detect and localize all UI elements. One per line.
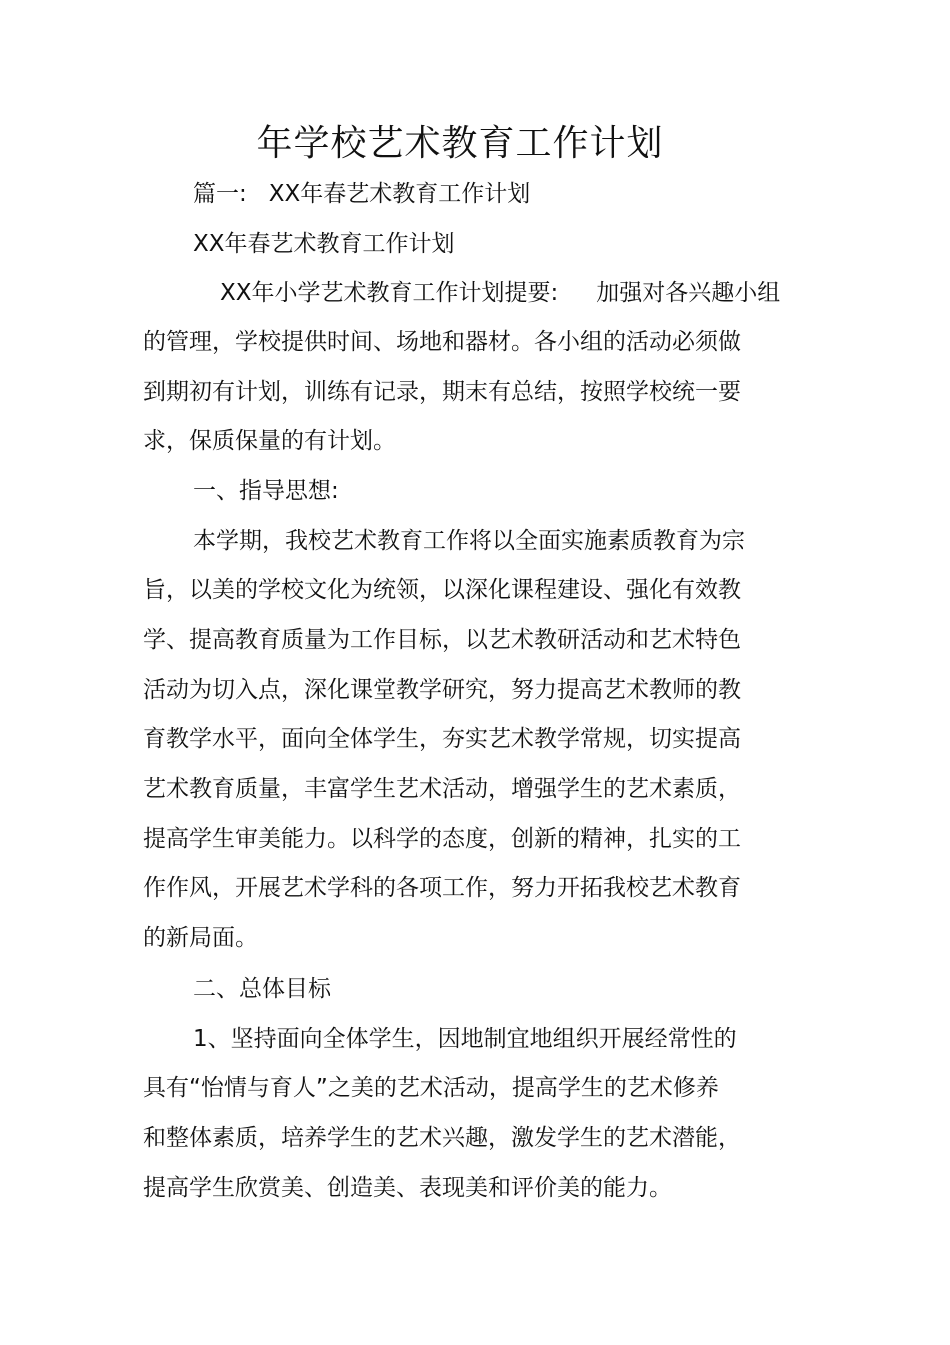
section-2-heading: 二、总体目标	[193, 976, 331, 1002]
document-title: 年学校艺术教育工作计划	[256, 123, 664, 164]
section-1-line: 本学期，我校艺术教育工作将以全面实施素质教育为宗	[193, 528, 745, 554]
summary-first-line	[220, 277, 780, 309]
section-1-line: 作作风，开展艺术学科的各项工作，努力开拓我校艺术教育	[143, 875, 741, 901]
section-2-line: 1、坚持面向全体学生，因地制宜地组织开展经常性的	[193, 1026, 737, 1052]
section-1-line: 活动为切入点，深化课堂教学研究，努力提高艺术教师的教	[143, 677, 741, 703]
summary-line: 的管理，学校提供时间、场地和器材。各小组的活动必须做	[143, 329, 741, 355]
section-1-line: 艺术教育质量，丰富学生艺术活动，增强学生的艺术素质，	[143, 776, 741, 802]
section-1-line: 的新局面。	[143, 925, 258, 951]
summary-line: 到期初有计划，训练有记录，期末有总结，按照学校统一要	[143, 379, 741, 405]
section-2-line: 具有“怡情与育人”之美的艺术活动，提高学生的艺术修养	[143, 1075, 719, 1101]
section-1-line: 学、提高教育质量为工作目标，以艺术教研活动和艺术特色	[143, 627, 741, 653]
section-1-line: 育教学水平，面向全体学生，夯实艺术教学常规，切实提高	[143, 726, 741, 752]
section-1-heading: 一、指导思想:	[193, 478, 339, 504]
section-2-line: 提高学生欣赏美、创造美、表现美和评价美的能力。	[143, 1175, 672, 1201]
summary-label: XX年小学艺术教育工作计划提要:	[220, 280, 559, 306]
subheading-1-text: XX年春艺术教育工作计划	[268, 181, 531, 207]
section-1-line: 提高学生审美能力。以科学的态度，创新的精神，扎实的工	[143, 826, 741, 852]
subheading-1-label: 篇一:	[193, 181, 247, 207]
subheading-2: XX年春艺术教育工作计划	[193, 231, 455, 257]
summary-line: 求，保质保量的有计划。	[143, 428, 396, 454]
subheading-1	[193, 178, 530, 210]
summary-first-line-rest: 加强对各兴趣小组	[596, 280, 781, 306]
section-2-line: 和整体素质，培养学生的艺术兴趣，激发学生的艺术潜能，	[143, 1125, 741, 1151]
section-1-line: 旨，以美的学校文化为统领，以深化课程建设、强化有效教	[143, 577, 741, 603]
